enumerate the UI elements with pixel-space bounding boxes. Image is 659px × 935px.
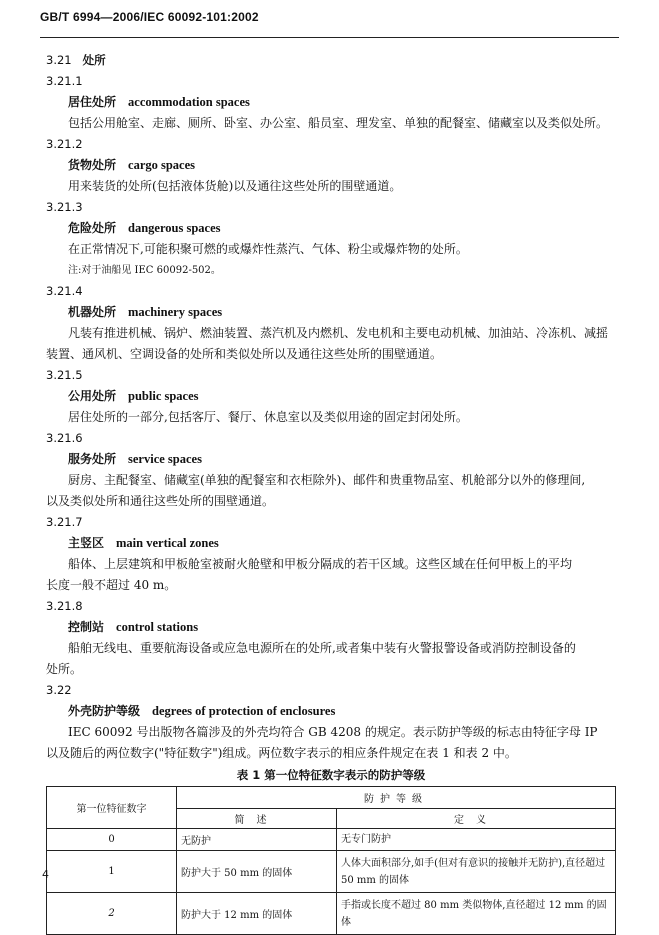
term-zh: 控制站 xyxy=(68,620,105,634)
term-heading xyxy=(46,533,616,554)
table-row xyxy=(47,829,616,851)
term-zh: 机器处所 xyxy=(68,305,117,319)
digit-cell: 0 xyxy=(47,829,177,851)
protection-group-header: 防护等级 xyxy=(177,787,616,809)
term-zh: 居住处所 xyxy=(68,95,117,109)
term-zh: 外壳防护等级 xyxy=(68,704,141,718)
col-first-digit-header: 第一位特征数字 xyxy=(47,787,177,829)
term-definition: 凡装有推进机械、锅炉、燃油装置、蒸汽机及内燃机、发电机和主要电动机械、加油站、冷冻机、减摇 xyxy=(68,326,609,340)
term-definition: 船舶无线电、重要航海设备或应急电源所在的处所,或者集中装有火警报警设备或消防控制设备的 xyxy=(68,641,576,655)
term-number: 3.21.7 xyxy=(46,515,83,529)
digit-cell: 2 xyxy=(47,893,177,935)
term-number: 3.21.1 xyxy=(46,74,83,88)
brief-header: 简述 xyxy=(177,809,337,829)
section-322-number: 3.22 xyxy=(46,683,72,697)
page-number: 4 xyxy=(42,868,49,881)
term-en: accommodation spaces xyxy=(128,95,250,109)
term-heading xyxy=(46,449,616,470)
term-number: 3.21.3 xyxy=(46,200,83,214)
term-definition: 在正常情况下,可能积聚可燃的或爆炸性蒸汽、气体、粉尘或爆炸物的处所。 xyxy=(68,242,468,256)
term-en: degrees of protection of enclosures xyxy=(152,704,336,718)
term-definition: 装置、通风机、空调设备的处所和类似处所以及通往这些处所的围壁通道。 xyxy=(46,347,443,361)
standard-header: GB/T 6994—2006/IEC 60092-101:2002 xyxy=(40,10,259,24)
term-list xyxy=(46,71,616,680)
definition-cell: 无专门防护 xyxy=(337,829,616,851)
term-number: 3.21.8 xyxy=(46,599,83,613)
section-title: 处所 xyxy=(82,53,106,67)
definition-cell: 人体大面积部分,如手(但对有意识的接触并无防护),直径超过 50 mm 的固体 xyxy=(337,851,616,893)
term-en: main vertical zones xyxy=(116,536,219,550)
term-definition: 船体、上层建筑和甲板舱室被耐火舱壁和甲板分隔成的若干区域。这些区域在任何甲板上的平均 xyxy=(68,557,573,571)
section-322-def-2: 以及随后的两位数字("特征数字")组成。两位数字表示的相应条件规定在表 1 和表 2 中。 xyxy=(46,746,517,760)
term-en: dangerous spaces xyxy=(128,221,221,235)
term-en: service spaces xyxy=(128,452,202,466)
table-row xyxy=(47,893,616,935)
term-number: 3.21.4 xyxy=(46,284,83,298)
term-en: cargo spaces xyxy=(128,158,196,172)
section-322-def-1: IEC 60092 号出版物各篇涉及的外壳均符合 GB 4208 的规定。表示防护等级的标志由特征字母 IP xyxy=(68,725,598,739)
brief-cell: 防护大于 50 mm 的固体 xyxy=(177,851,337,893)
term-zh: 主竖区 xyxy=(68,536,105,550)
section-number: 3.21 xyxy=(46,53,72,67)
term-en: machinery spaces xyxy=(128,305,223,319)
term-definition: 居住处所的一部分,包括客厅、餐厅、休息室以及类似用途的固定封闭处所。 xyxy=(68,410,468,424)
table-row xyxy=(47,851,616,893)
term-heading xyxy=(46,92,616,113)
term-heading xyxy=(46,386,616,407)
term-definition: 处所。 xyxy=(46,662,83,676)
section-heading xyxy=(46,50,616,71)
term-heading xyxy=(46,155,616,176)
brief-cell: 无防护 xyxy=(177,829,337,851)
term-number: 3.21.2 xyxy=(46,137,83,151)
term-en: control stations xyxy=(116,620,199,634)
digit-cell: 1 xyxy=(47,851,177,893)
document-body xyxy=(46,50,616,935)
term-note: 注:对于油船见 IEC 60092-502。 xyxy=(68,265,221,276)
brief-cell: 防护大于 12 mm 的固体 xyxy=(177,893,337,935)
term-zh: 服务处所 xyxy=(68,452,117,466)
term-definition: 长度一般不超过 40 m。 xyxy=(46,578,177,592)
term-heading xyxy=(46,302,616,323)
term-zh: 公用处所 xyxy=(68,389,117,403)
term-definition: 厨房、主配餐室、储藏室(单独的配餐室和衣柜除外)、邮件和贵重物品室、机舱部分以外的修理间, xyxy=(68,473,586,487)
table-1-title: 表 1 第一位特征数字表示的防护等级 xyxy=(236,768,426,782)
table-1 xyxy=(46,786,616,935)
term-en: public spaces xyxy=(128,389,199,403)
section-322-term xyxy=(46,701,616,722)
term-zh: 危险处所 xyxy=(68,221,117,235)
term-heading xyxy=(46,218,616,239)
term-zh: 货物处所 xyxy=(68,158,117,172)
term-definition: 包括公用舱室、走廊、厕所、卧室、办公室、船员室、理发室、单独的配餐室、储藏室以及类似处所。 xyxy=(68,116,609,130)
definition-cell: 手指或长度不超过 80 mm 类似物体,直径超过 12 mm 的固体 xyxy=(337,893,616,935)
term-heading xyxy=(46,617,616,638)
term-number: 3.21.6 xyxy=(46,431,83,445)
term-definition: 以及类似处所和通往这些处所的围壁通道。 xyxy=(46,494,275,508)
header-rule xyxy=(40,37,619,38)
term-definition: 用来装货的处所(包括液体货舱)以及通往这些处所的围壁通道。 xyxy=(68,179,402,193)
definition-header: 定义 xyxy=(337,809,616,829)
term-number: 3.21.5 xyxy=(46,368,83,382)
